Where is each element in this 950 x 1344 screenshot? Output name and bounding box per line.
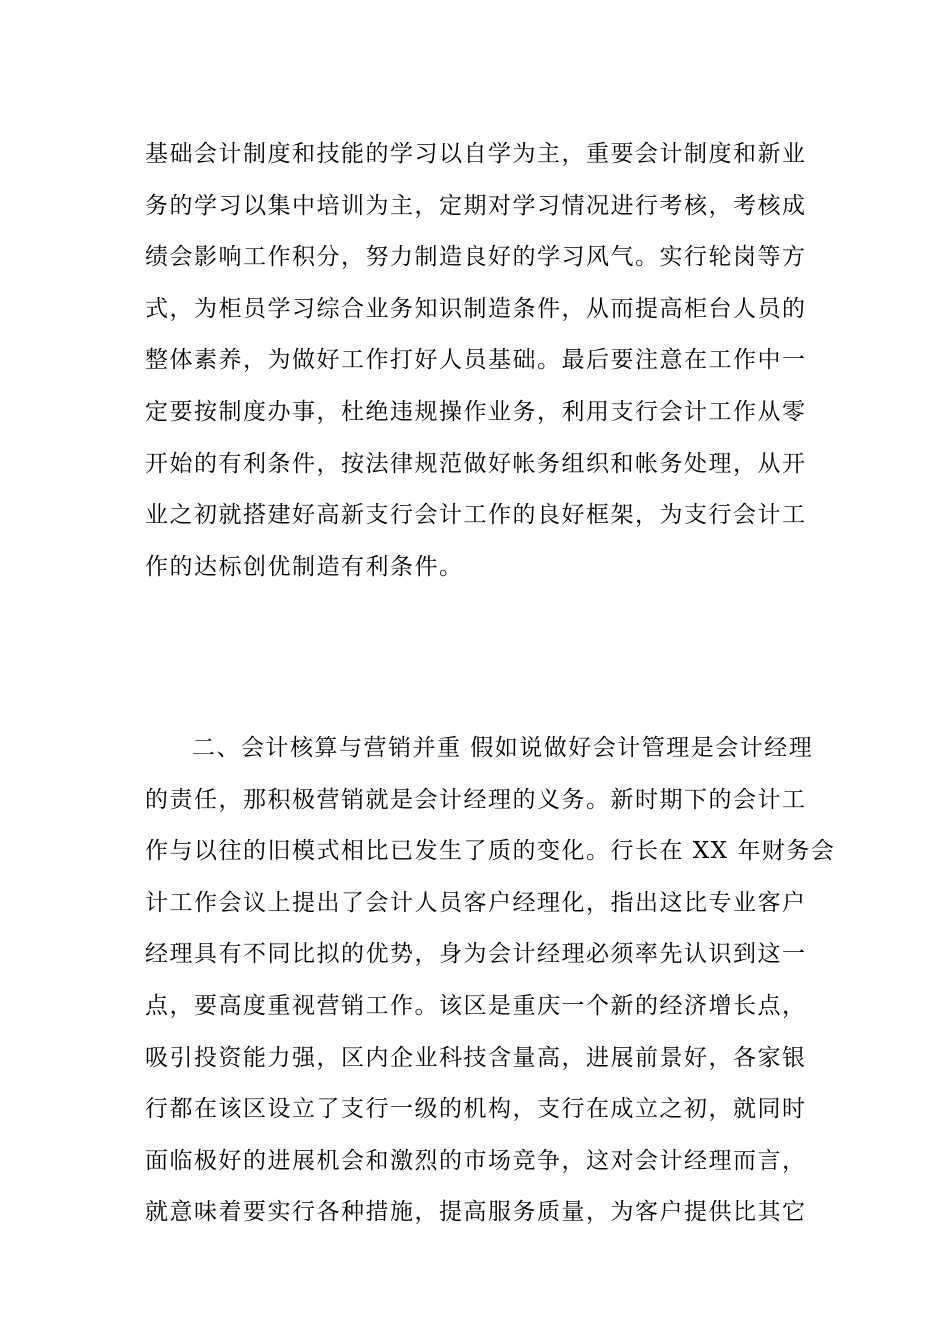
paragraph-2-line-8: 行都在该区设立了支行一级的机构，支行在成立之初，就同时 [145, 1096, 807, 1123]
paragraph-1-line-3: 绩会影响工作积分，努力制造良好的学习风气。实行轮岗等方 [145, 244, 807, 271]
paragraph-1-line-6: 定要按制度办事，杜绝违规操作业务，利用支行会计工作从零 [145, 398, 807, 425]
paragraph-1-line-1: 基础会计制度和技能的学习以自学为主，重要会计制度和新业 [145, 141, 807, 167]
paragraph-2-line-2: 的责任，那积极营销就是会计经理的义务。新时期下的会计工 [145, 786, 807, 813]
paragraph-1 [145, 129, 810, 593]
paragraph-2-line-6: 点，要高度重视营销工作。该区是重庆一个新的经济增长点， [145, 992, 807, 1019]
paragraph-1-line-2: 务的学习以集中培训为主，定期对学习情况进行考核，考核成 [145, 192, 807, 219]
paragraph-2-line-1: 二、会计核算与营销并重 假如说做好会计管理是会计经理 [192, 735, 814, 761]
paragraph-1-line-7: 开始的有利条件，按法律规范做好帐务组织和帐务处理，从开 [145, 450, 807, 477]
paragraph-1-line-9: 作的达标创优制造有利条件。 [145, 553, 464, 580]
paragraph-2 [145, 723, 836, 1239]
paragraph-2-line-10: 就意味着要实行各种措施，提高服务质量，为客户提供比其它 [145, 1199, 807, 1226]
paragraph-1-line-4: 式，为柜员学习综合业务知识制造条件，从而提高柜台人员的 [145, 295, 807, 322]
paragraph-2-line-7: 吸引投资能力强，区内企业科技含量高，进展前景好，各家银 [145, 1044, 807, 1071]
paragraph-2-line-3: 作与以往的旧模式相比已发生了质的变化。行长在 XX 年财务会 [145, 838, 836, 865]
paragraph-2-line-5: 经理具有不同比拟的优势，身为会计经理必须率先认识到这一 [145, 941, 807, 968]
paragraph-1-line-8: 业之初就搭建好高新支行会计工作的良好框架，为支行会计工 [145, 502, 807, 529]
paragraph-2-line-4: 计工作会议上提出了会计人员客户经理化，指出这比专业客户 [145, 889, 807, 916]
paragraph-2-line-9: 面临极好的进展机会和激烈的市场竞争，这对会计经理而言， [145, 1147, 807, 1174]
paragraph-1-line-5: 整体素养，为做好工作打好人员基础。最后要注意在工作中一 [145, 347, 807, 374]
